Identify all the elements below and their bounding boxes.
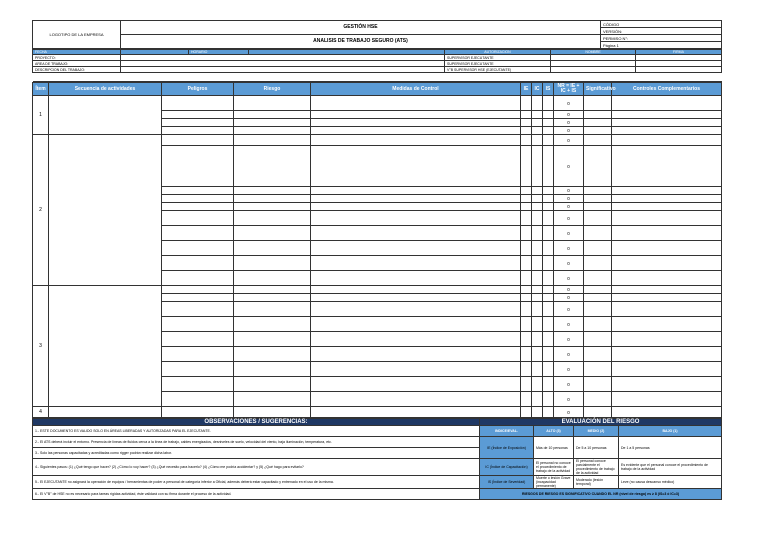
peligro-cell[interactable]	[162, 256, 234, 271]
riesgo-cell[interactable]	[234, 362, 311, 377]
significativo-cell[interactable]	[584, 119, 612, 127]
ie-cell[interactable]	[521, 195, 532, 203]
riesgo-cell[interactable]	[234, 271, 311, 286]
nombre-label: NOMBRE	[551, 50, 636, 55]
medidas-cell[interactable]	[311, 203, 521, 211]
significativo-cell[interactable]	[584, 241, 612, 256]
significativo-cell[interactable]	[584, 256, 612, 271]
indice-header: INDICE/EVAL.	[480, 426, 534, 437]
col-ie: IE	[521, 83, 532, 96]
peligro-cell[interactable]	[162, 96, 234, 111]
ic-label: IC (Índice de Capacitación)	[480, 459, 534, 476]
riesgo-cell[interactable]	[234, 294, 311, 302]
is-cell[interactable]	[543, 392, 554, 407]
significativo-cell[interactable]	[584, 407, 612, 418]
controles-cell[interactable]	[612, 241, 722, 256]
nr-cell: 0	[554, 256, 584, 271]
is-cell[interactable]	[543, 256, 554, 271]
controles-cell[interactable]	[612, 119, 722, 127]
medidas-cell[interactable]	[311, 111, 521, 119]
ic-cell[interactable]	[532, 211, 543, 226]
item-number: 3	[33, 286, 49, 407]
medio-header: MEDIO (2)	[574, 426, 619, 437]
item-number: 1	[33, 96, 49, 135]
medidas-cell[interactable]	[311, 256, 521, 271]
ic-cell[interactable]	[532, 195, 543, 203]
ie-cell[interactable]	[521, 271, 532, 286]
medidas-cell[interactable]	[311, 362, 521, 377]
ie-cell[interactable]	[521, 317, 532, 332]
ic-cell[interactable]	[532, 302, 543, 317]
medidas-cell[interactable]	[311, 294, 521, 302]
peligro-cell[interactable]	[162, 407, 234, 418]
controles-cell[interactable]	[612, 332, 722, 347]
footer-table	[32, 418, 722, 500]
col-peligros: Peligros	[162, 83, 234, 96]
obs-line-6: 6.- El V°B° de HSE no es necesario para tareas rígidas actividad, éste validará con su firma durante el proceso de la actividad.	[33, 489, 480, 500]
nr-cell: 0	[554, 377, 584, 392]
ie-bajo: De 1 a 5 personas	[619, 437, 722, 459]
ie-cell[interactable]	[521, 187, 532, 195]
item-number: 2	[33, 135, 49, 286]
col-significativo: Significativo	[584, 83, 612, 96]
significativo-cell[interactable]	[584, 362, 612, 377]
riesgo-cell[interactable]	[234, 392, 311, 407]
riesgo-cell[interactable]	[234, 119, 311, 127]
secuencia-cell[interactable]	[49, 407, 162, 418]
medidas-cell[interactable]	[311, 286, 521, 294]
gestion-title: GESTIÓN HSE	[121, 21, 601, 35]
nr-cell: 0	[554, 347, 584, 362]
pagina-label: Página 1	[601, 42, 722, 49]
ie-cell[interactable]	[521, 377, 532, 392]
table-row	[33, 407, 722, 418]
medidas-cell[interactable]	[311, 226, 521, 241]
nr-cell: 0	[554, 146, 584, 187]
nr-cell: 0	[554, 203, 584, 211]
controles-cell[interactable]	[612, 377, 722, 392]
significativo-cell[interactable]	[584, 203, 612, 211]
ie-cell[interactable]	[521, 211, 532, 226]
ie-cell[interactable]	[521, 111, 532, 119]
nr-cell: 0	[554, 135, 584, 146]
ic-cell[interactable]	[532, 127, 543, 135]
ic-cell[interactable]	[532, 294, 543, 302]
peligro-cell[interactable]	[162, 347, 234, 362]
medidas-cell[interactable]	[311, 135, 521, 146]
col-nr: NR = IE + IC + IS	[554, 83, 584, 96]
riesgo-cell[interactable]	[234, 256, 311, 271]
ic-cell[interactable]	[532, 317, 543, 332]
ie-cell[interactable]	[521, 362, 532, 377]
evaluacion-footer: RIESGOS DE RIESGO ES SIGNIFICATIVO CUANDO EL NR (nivel de riesgo) es ≥ 8 (IS=3 ó IC=3)	[480, 489, 722, 500]
ic-alto: El personal no conoce el procedimiento de trabajo de la actividad	[534, 459, 574, 476]
descripcion-label: DESCRIPCION DEL TRABAJO:	[33, 67, 121, 73]
is-alto: Muerte o lesión Grave (incapacidad permanente)	[534, 476, 574, 489]
medidas-cell[interactable]	[311, 211, 521, 226]
ic-cell[interactable]	[532, 392, 543, 407]
ic-cell[interactable]	[532, 96, 543, 111]
peligro-cell[interactable]	[162, 135, 234, 146]
is-cell[interactable]	[543, 226, 554, 241]
col-riesgo: Riesgo	[234, 83, 311, 96]
is-cell[interactable]	[543, 407, 554, 418]
ie-cell[interactable]	[521, 96, 532, 111]
ie-label: IE (Índice de Exposición)	[480, 437, 534, 459]
is-cell[interactable]	[543, 195, 554, 203]
peligro-cell[interactable]	[162, 146, 234, 187]
is-cell[interactable]	[543, 347, 554, 362]
table-row	[33, 96, 722, 111]
ic-cell[interactable]	[532, 119, 543, 127]
controles-cell[interactable]	[612, 211, 722, 226]
obs-line-3: 3.- Solo las personas capacitadas y acreditadas como rigger podrán realizar dicha labor.	[33, 448, 480, 459]
area-label: AREA DE TRABAJO:	[33, 61, 121, 67]
peligro-cell[interactable]	[162, 127, 234, 135]
significativo-cell[interactable]	[584, 146, 612, 187]
significativo-cell[interactable]	[584, 271, 612, 286]
controles-cell[interactable]	[612, 203, 722, 211]
ic-bajo: Es evidente que el personal conoce el procedimiento de trabajo de la actividad	[619, 459, 722, 476]
riesgo-cell[interactable]	[234, 111, 311, 119]
ic-cell[interactable]	[532, 135, 543, 146]
significativo-cell[interactable]	[584, 127, 612, 135]
riesgo-cell[interactable]	[234, 211, 311, 226]
col-secuencia: Secuencia de actividades	[49, 83, 162, 96]
peligro-cell[interactable]	[162, 302, 234, 317]
riesgo-cell[interactable]	[234, 226, 311, 241]
ie-medio: De 5 a 10 personas	[574, 437, 619, 459]
ic-cell[interactable]	[532, 256, 543, 271]
is-cell[interactable]	[543, 111, 554, 119]
controles-cell[interactable]	[612, 286, 722, 294]
is-cell[interactable]	[543, 187, 554, 195]
ic-cell[interactable]	[532, 377, 543, 392]
ic-medio: El personal conoce parcialmente el procedimiento de trabajo de la actividad	[574, 459, 619, 476]
is-cell[interactable]	[543, 362, 554, 377]
peligro-cell[interactable]	[162, 286, 234, 294]
is-medio: Moderado (lesión temporal)	[574, 476, 619, 489]
codigo-label: CÓDIGO	[601, 21, 722, 28]
col-is: IS	[543, 83, 554, 96]
riesgo-cell[interactable]	[234, 377, 311, 392]
horario-label: HORARIO	[189, 50, 249, 55]
ic-cell[interactable]	[532, 286, 543, 294]
evaluacion-title: EVALUACIÓN DEL RIESGO	[480, 419, 722, 426]
nr-cell: 0	[554, 392, 584, 407]
controles-cell[interactable]	[612, 111, 722, 119]
medidas-cell[interactable]	[311, 187, 521, 195]
riesgo-cell[interactable]	[234, 347, 311, 362]
riesgo-cell[interactable]	[234, 135, 311, 146]
riesgo-cell[interactable]	[234, 302, 311, 317]
peligro-cell[interactable]	[162, 241, 234, 256]
ie-cell[interactable]	[521, 226, 532, 241]
is-cell[interactable]	[543, 203, 554, 211]
nr-cell: 0	[554, 332, 584, 347]
nr-cell: 0	[554, 294, 584, 302]
peligro-cell[interactable]	[162, 317, 234, 332]
col-ic: IC	[532, 83, 543, 96]
nr-cell: 0	[554, 127, 584, 135]
secuencia-cell[interactable]	[49, 286, 162, 407]
table-row	[33, 135, 722, 146]
peligro-cell[interactable]	[162, 294, 234, 302]
ic-cell[interactable]	[532, 241, 543, 256]
col-controles: Controles Complementarios	[612, 83, 722, 96]
ie-cell[interactable]	[521, 127, 532, 135]
sup-ejecutante-1: SUPERVISOR EJECUTANTE	[445, 55, 551, 61]
ie-cell[interactable]	[521, 294, 532, 302]
riesgo-cell[interactable]	[234, 332, 311, 347]
ic-cell[interactable]	[532, 203, 543, 211]
nr-cell: 0	[554, 96, 584, 111]
is-label: IS (Índice de Severidad)	[480, 476, 534, 489]
info-table	[32, 49, 722, 82]
ie-cell[interactable]	[521, 392, 532, 407]
significativo-cell[interactable]	[584, 332, 612, 347]
significativo-cell[interactable]	[584, 392, 612, 407]
nr-cell: 0	[554, 241, 584, 256]
ie-cell[interactable]	[521, 119, 532, 127]
controles-cell[interactable]	[612, 317, 722, 332]
ic-cell[interactable]	[532, 187, 543, 195]
significativo-cell[interactable]	[584, 187, 612, 195]
significativo-cell[interactable]	[584, 286, 612, 294]
secuencia-cell[interactable]	[49, 96, 162, 135]
obs-line-2: 2.- El ATS deberá incluir el entorno. Presencia de líneas de fluidos cerca a la línea de trabajo, cables energizados, desniveles de suelo, velocidad del viento, baja iluminación, temperatura, etc.	[33, 437, 480, 448]
obs-line-1: 1.- ESTE DOCUMENTO ES VALIDO SOLO EN ÁREAS LIBERADAS Y AUTORIZADAS PARA EL EJECUTANTE.	[33, 426, 480, 437]
peligro-cell[interactable]	[162, 119, 234, 127]
significativo-cell[interactable]	[584, 226, 612, 241]
ie-cell[interactable]	[521, 407, 532, 418]
is-cell[interactable]	[543, 377, 554, 392]
medidas-cell[interactable]	[311, 377, 521, 392]
ie-cell[interactable]	[521, 286, 532, 294]
is-bajo: Leve (no causa descanso médico)	[619, 476, 722, 489]
nr-cell: 0	[554, 195, 584, 203]
peligro-cell[interactable]	[162, 392, 234, 407]
significativo-cell[interactable]	[584, 211, 612, 226]
controles-cell[interactable]	[612, 392, 722, 407]
is-cell[interactable]	[543, 332, 554, 347]
ie-cell[interactable]	[521, 241, 532, 256]
controles-cell[interactable]	[612, 195, 722, 203]
nr-cell: 0	[554, 119, 584, 127]
significativo-cell[interactable]	[584, 294, 612, 302]
riesgo-cell[interactable]	[234, 203, 311, 211]
nr-cell: 0	[554, 317, 584, 332]
header-table	[32, 20, 722, 49]
significativo-cell[interactable]	[584, 135, 612, 146]
sup-ejecutante-2: SUPERVISOR EJECUTANTE	[445, 61, 551, 67]
controles-cell[interactable]	[612, 187, 722, 195]
medidas-cell[interactable]	[311, 127, 521, 135]
version-label: VERSIÓN:	[601, 28, 722, 35]
page-title: ANALISIS DE TRABAJO SEGURO (ATS)	[121, 35, 601, 49]
col-item: Ítem	[33, 83, 49, 96]
peligro-cell[interactable]	[162, 377, 234, 392]
peligro-cell[interactable]	[162, 211, 234, 226]
is-cell[interactable]	[543, 317, 554, 332]
is-cell[interactable]	[543, 241, 554, 256]
significativo-cell[interactable]	[584, 96, 612, 111]
medidas-cell[interactable]	[311, 332, 521, 347]
is-cell[interactable]	[543, 211, 554, 226]
medidas-cell[interactable]	[311, 96, 521, 111]
nr-cell: 0	[554, 271, 584, 286]
observaciones-title: OBSERVACIONES / SUGERENCIAS:	[33, 419, 480, 426]
nr-cell: 0	[554, 362, 584, 377]
company-logo: LOGOTIPO DE LA EMPRESA	[33, 21, 121, 49]
medidas-cell[interactable]	[311, 271, 521, 286]
table-row	[33, 286, 722, 294]
riesgo-cell[interactable]	[234, 187, 311, 195]
ie-cell[interactable]	[521, 302, 532, 317]
significativo-cell[interactable]	[584, 377, 612, 392]
nr-cell: 0	[554, 302, 584, 317]
controles-cell[interactable]	[612, 362, 722, 377]
fecha-label: FECHA	[33, 50, 121, 55]
significativo-cell[interactable]	[584, 347, 612, 362]
peligro-cell[interactable]	[162, 195, 234, 203]
nr-cell: 0	[554, 286, 584, 294]
is-cell[interactable]	[543, 146, 554, 187]
is-cell[interactable]	[543, 96, 554, 111]
ie-cell[interactable]	[521, 332, 532, 347]
controles-cell[interactable]	[612, 347, 722, 362]
riesgo-cell[interactable]	[234, 407, 311, 418]
significativo-cell[interactable]	[584, 317, 612, 332]
peligro-cell[interactable]	[162, 362, 234, 377]
autorizacion-label: AUTORIZACION	[445, 50, 551, 55]
medidas-cell[interactable]	[311, 146, 521, 187]
controles-cell[interactable]	[612, 302, 722, 317]
ic-cell[interactable]	[532, 146, 543, 187]
col-medidas: Medidas de Control	[311, 83, 521, 96]
nr-cell: 0	[554, 226, 584, 241]
controles-cell[interactable]	[612, 135, 722, 146]
medidas-cell[interactable]	[311, 317, 521, 332]
controles-cell[interactable]	[612, 407, 722, 418]
nr-cell: 0	[554, 187, 584, 195]
firma-label: FIRMA	[636, 50, 722, 55]
controles-cell[interactable]	[612, 146, 722, 187]
medidas-cell[interactable]	[311, 347, 521, 362]
ic-cell[interactable]	[532, 332, 543, 347]
medidas-cell[interactable]	[311, 241, 521, 256]
vb-supervisor: V°B SUPERVISOR HSE (EJECUTANTE)	[445, 67, 551, 73]
peligro-cell[interactable]	[162, 332, 234, 347]
ic-cell[interactable]	[532, 347, 543, 362]
riesgo-cell[interactable]	[234, 96, 311, 111]
item-number: 4	[33, 407, 49, 418]
controles-cell[interactable]	[612, 271, 722, 286]
riesgo-cell[interactable]	[234, 286, 311, 294]
ic-cell[interactable]	[532, 226, 543, 241]
riesgo-cell[interactable]	[234, 127, 311, 135]
bajo-header: BAJO (1)	[619, 426, 722, 437]
controles-cell[interactable]	[612, 226, 722, 241]
obs-line-5: 5.- El EJECUTANTE no asignará la operación de equipos / herramientas de poder a personal de categoría inferior a Oficial, además deberá estar capacitado y entrenado en el uso de la misma.	[33, 476, 480, 489]
controles-cell[interactable]	[612, 96, 722, 111]
controles-cell[interactable]	[612, 256, 722, 271]
nr-cell: 0	[554, 211, 584, 226]
obs-line-4: 4.- Siguientes pasos: (1) ¿Qué tengo que hacer? (2) ¿Cómo lo voy hacer? (3) ¿Qué necesito para hacerlo? (4) ¿Cómo me podría accidentar? y (5) ¿Qué hago para evitarlo?	[33, 459, 480, 476]
ie-cell[interactable]	[521, 256, 532, 271]
proyecto-label: PROYECTO:	[33, 55, 121, 61]
ie-cell[interactable]	[521, 146, 532, 187]
ic-cell[interactable]	[532, 362, 543, 377]
is-cell[interactable]	[543, 271, 554, 286]
ie-cell[interactable]	[521, 203, 532, 211]
ie-cell[interactable]	[521, 347, 532, 362]
peligro-cell[interactable]	[162, 111, 234, 119]
is-cell[interactable]	[543, 119, 554, 127]
medidas-cell[interactable]	[311, 195, 521, 203]
peligro-cell[interactable]	[162, 203, 234, 211]
riesgo-cell[interactable]	[234, 241, 311, 256]
permiso-label: PERMISO N°:	[601, 35, 722, 42]
activities-table	[32, 82, 722, 418]
medidas-cell[interactable]	[311, 119, 521, 127]
medidas-cell[interactable]	[311, 392, 521, 407]
nr-cell: 0	[554, 111, 584, 119]
riesgo-cell[interactable]	[234, 317, 311, 332]
nr-cell: 0	[554, 407, 584, 418]
controles-cell[interactable]	[612, 294, 722, 302]
ie-alto: Más de 10 personas	[534, 437, 574, 459]
ats-form	[32, 20, 721, 500]
ic-cell[interactable]	[532, 271, 543, 286]
is-cell[interactable]	[543, 286, 554, 294]
medidas-cell[interactable]	[311, 407, 521, 418]
alto-header: ALTO (3)	[534, 426, 574, 437]
significativo-cell[interactable]	[584, 195, 612, 203]
is-cell[interactable]	[543, 127, 554, 135]
riesgo-cell[interactable]	[234, 195, 311, 203]
riesgo-cell[interactable]	[234, 146, 311, 187]
secuencia-cell[interactable]	[49, 135, 162, 286]
is-cell[interactable]	[543, 302, 554, 317]
ie-cell[interactable]	[521, 135, 532, 146]
significativo-cell[interactable]	[584, 111, 612, 119]
is-cell[interactable]	[543, 135, 554, 146]
controles-cell[interactable]	[612, 127, 722, 135]
peligro-cell[interactable]	[162, 187, 234, 195]
medidas-cell[interactable]	[311, 302, 521, 317]
significativo-cell[interactable]	[584, 302, 612, 317]
peligro-cell[interactable]	[162, 226, 234, 241]
is-cell[interactable]	[543, 294, 554, 302]
ic-cell[interactable]	[532, 111, 543, 119]
ic-cell[interactable]	[532, 407, 543, 418]
peligro-cell[interactable]	[162, 271, 234, 286]
